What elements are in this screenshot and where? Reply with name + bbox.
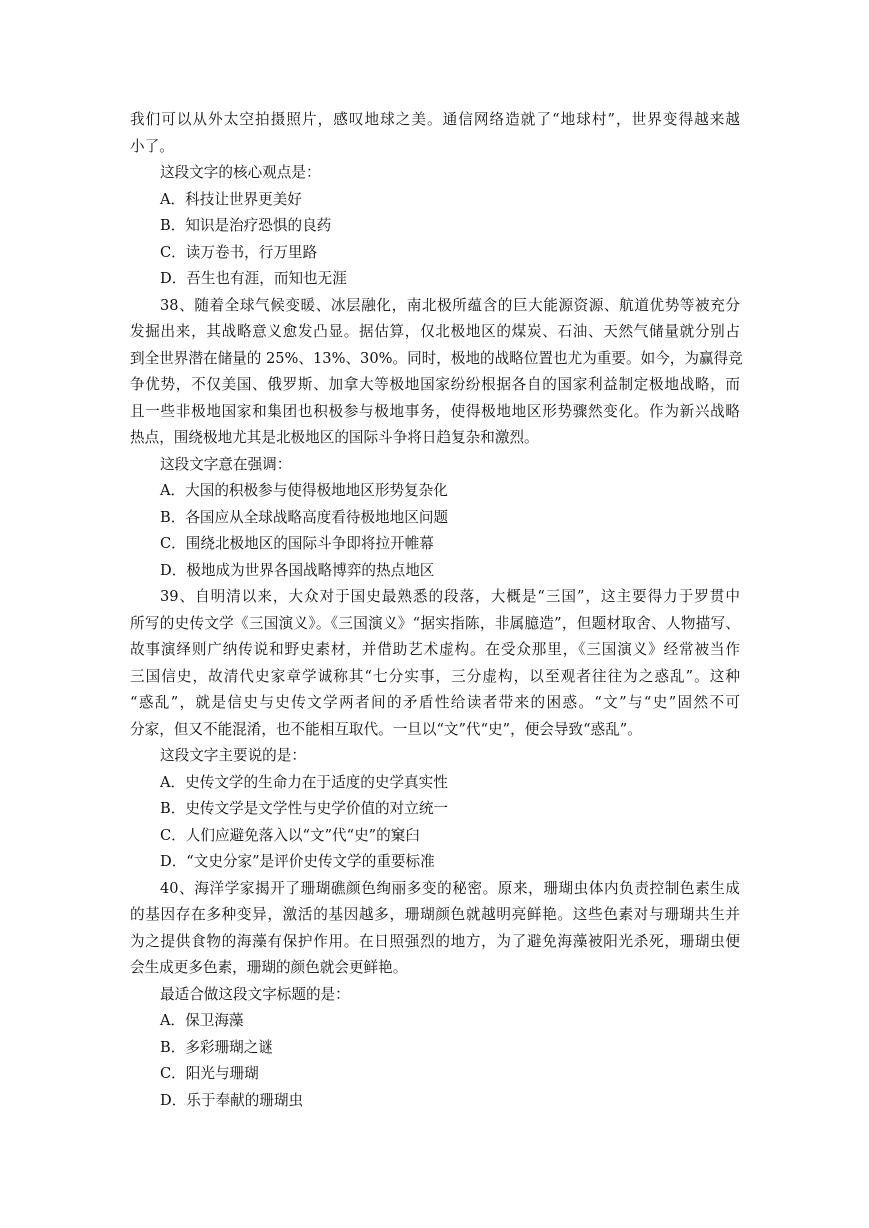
option-d: D．乐于奉献的珊瑚虫: [160, 1091, 304, 1109]
option-b: B．史传文学是文学性与史学价值的对立统一: [160, 800, 449, 817]
passage-line: 40、海洋学家揭开了珊瑚礁颜色绚丽多变的秘密。原来，珊瑚虫体内负责控制色素生成: [160, 879, 740, 897]
passage-line: 且一些非极地国家和集团也积极参与极地事务，使得极地地区形势骤然变化。作为新兴战略: [130, 402, 740, 420]
passage-line: 分家，但又不能混淆，也不能相互取代。一旦以“文”代“史”，便会导致“惑乱”。: [130, 720, 642, 738]
passage-line: 的基因存在多种变异，激活的基因越多，珊瑚颜色就越明亮鲜艳。这些色素对与珊瑚共生并: [130, 906, 740, 923]
option-d: D．吾生也有涯，而知也无涯: [160, 270, 347, 287]
passage-line: 我们可以从外太空拍摄照片，感叹地球之美。通信网络造就了“地球村”，世界变得越来越: [130, 111, 740, 128]
passage-line: 发掘出来，其战略意义愈发凸显。据估算，仅北极地区的煤炭、石油、天然气储量就分别占: [130, 323, 740, 340]
document-page: [130, 107, 743, 1114]
passage-line: 故事演绎则广纳传说和野史素材，并借助艺术虚构。在受众那里，《三国演义》经常被当作: [130, 641, 740, 658]
question-prompt: 这段文字意在强调：: [160, 455, 292, 473]
passage-line: 热点，围绕极地尤其是北极地区的国际斗争将日趋复杂和激烈。: [130, 429, 539, 446]
passage-line: 小了。: [130, 137, 174, 155]
question-40: [130, 876, 740, 1115]
option-b: B．多彩珊瑚之谜: [160, 1038, 273, 1056]
option-c: C．围绕北极地区的国际斗争即将拉开帷幕: [160, 535, 434, 552]
passage-line: 到全世界潜在储量的 25%、13%、30%。同时，极地的战略位置也尤为重要。如今，为赢得竞: [130, 349, 743, 367]
option-a: A．保卫海藻: [160, 1012, 244, 1029]
passage-line: 三国信史，故清代史家章学诚称其“七分实事，三分虚构，以至观者往往为之惑乱”。这种: [130, 667, 740, 685]
question-prompt: 这段文字的核心观点是：: [160, 164, 321, 181]
option-b: B．知识是治疗恐惧的良药: [160, 217, 332, 234]
question-38: [130, 293, 743, 585]
question-prompt: 这段文字主要说的是：: [160, 747, 306, 764]
passage-line: 所写的史传文学《三国演义》。《三国演义》“据实指陈，非属臆造”，但题材取舍、人物描写、: [130, 614, 740, 632]
passage-line: 为之提供食物的海藻有保护作用。在日照强烈的地方，为了避免海藻被阳光杀死，珊瑚虫便: [130, 932, 740, 950]
option-d: D．“文史分家”是评价史传文学的重要标准: [160, 853, 435, 870]
option-c: C．阳光与珊瑚: [160, 1065, 259, 1082]
passage-line: “惑乱”，就是信史与史传文学两者间的矛盾性给读者带来的困惑。“文”与“史”固然不可: [130, 694, 740, 711]
option-a: A．史传文学的生命力在于适度的史学真实性: [160, 773, 448, 791]
option-d: D．极地成为世界各国战略博弈的热点地区: [160, 561, 435, 579]
passage-line: 会生成更多色素，珊瑚的颜色就会更鲜艳。: [130, 959, 408, 976]
option-b: B．各国应从全球战略高度看待极地地区问题: [160, 508, 449, 526]
option-c: C．读万卷书，行万里路: [160, 243, 318, 261]
passage-line: 争优势，不仅美国、俄罗斯、加拿大等极地国家纷纷根据各自的国家利益制定极地战略，而: [130, 376, 740, 393]
option-a: A．科技让世界更美好: [160, 190, 302, 208]
question-prompt: 最适合做这段文字标题的是：: [160, 985, 350, 1003]
question-39: [130, 584, 740, 876]
option-a: A．大国的积极参与使得极地地区形势复杂化: [160, 482, 448, 499]
passage-line: 39、自明清以来，大众对于国史最熟悉的段落，大概是“三国”，这主要得力于罗贯中: [160, 588, 740, 605]
question-37: [130, 107, 740, 293]
option-c: C．人们应避免落入以“文”代“史”的窠臼: [160, 826, 420, 844]
passage-line: 38、随着全球气候变暖、冰层融化，南北极所蕴含的巨大能源资源、航道优势等被充分: [160, 296, 740, 314]
